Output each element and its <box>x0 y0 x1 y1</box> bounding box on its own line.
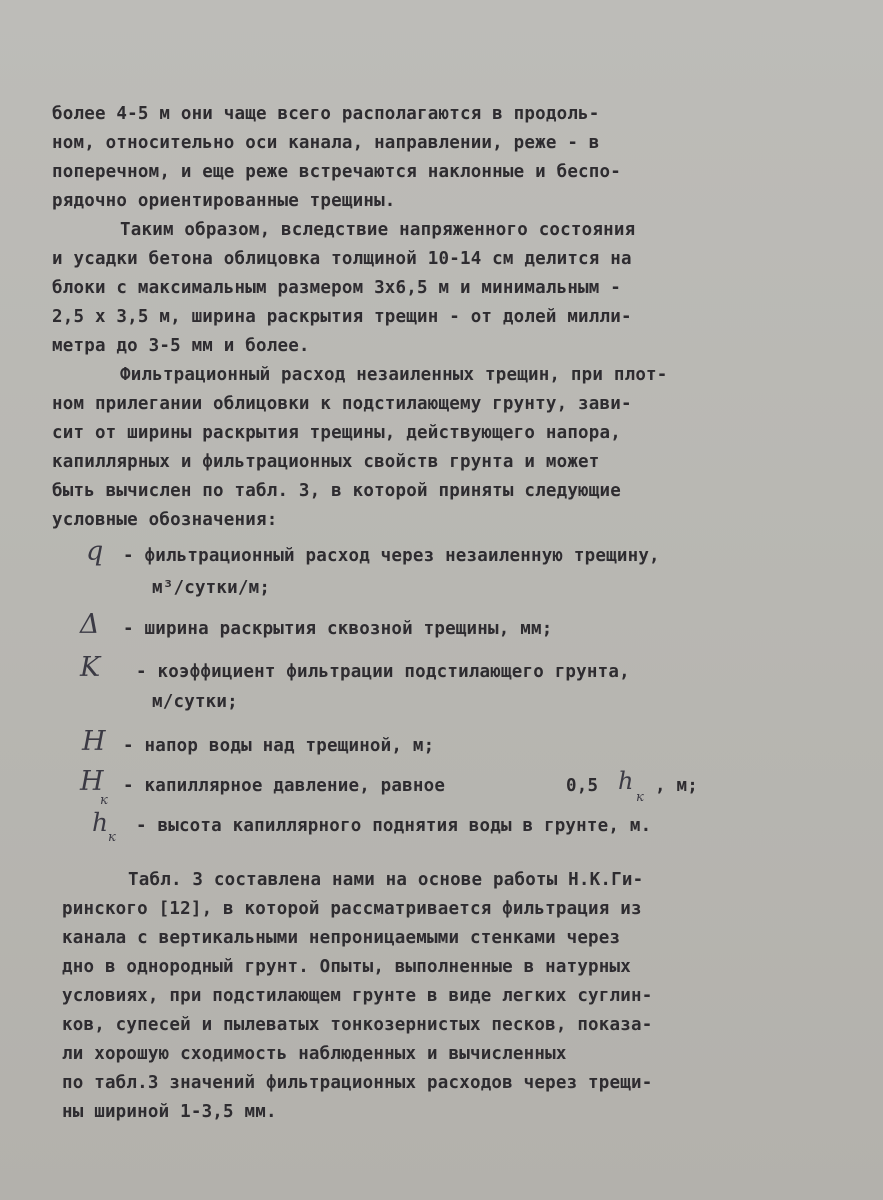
symbol-h: H <box>82 726 106 757</box>
symbol-hk: H <box>80 766 104 797</box>
text-line: рядочно ориентированные трещины. <box>52 191 396 211</box>
subscript: к <box>108 830 116 845</box>
text-line: Фильтрационный расход незаиленных трещин, при плот- <box>120 365 668 385</box>
text-line: ли хорошую сходимость наблюденных и вычисленных <box>62 1044 567 1064</box>
text-line: ном прилегании облицовки к подстилающему грунту, зави- <box>52 394 632 414</box>
text-line: метра до 3-5 мм и более. <box>52 336 310 356</box>
symbol-q: q <box>86 536 104 567</box>
definition-unit: м³/сутки/м; <box>152 578 271 598</box>
text-line: ринского [12], в которой рассматривается фильтрация из <box>62 899 642 919</box>
text-line: быть вычислен по табл. 3, в которой приняты следующие <box>52 481 622 501</box>
subscript: к <box>100 793 108 808</box>
symbol-k: K <box>80 652 101 683</box>
text-line: более 4-5 м они чаще всего располагаются в продоль- <box>52 104 600 124</box>
symbol-small-hk: h <box>92 808 109 837</box>
symbol-small-h: h <box>618 767 634 795</box>
text-line: Табл. 3 составлена нами на основе работы Н.К.Ги- <box>128 870 644 890</box>
text-line: ков, супесей и пылеватых тонкозернистых песков, показа- <box>62 1015 653 1035</box>
definition-text: - высота капиллярного поднятия воды в грунте, м. <box>136 816 652 836</box>
text-line: ном, относительно оси канала, направлении, реже - в <box>52 133 600 153</box>
definition-text: - фильтрационный расход через незаиленную трещину, <box>123 546 660 566</box>
text-line: условные обозначения: <box>52 510 278 530</box>
text-line: Таким образом, вследствие напряженного состояния <box>120 220 636 240</box>
definition-text: - напор воды над трещиной, м; <box>123 736 435 756</box>
text-line: канала с вертикальными непроницаемыми стенками через <box>62 928 621 948</box>
text-line: условиях, при подстилающем грунте в виде легких суглин- <box>62 986 653 1006</box>
definition-value: 0,5 <box>566 776 599 796</box>
text-line: поперечном, и еще реже встречаются наклонные и беспо- <box>52 162 622 182</box>
definition-text: - капиллярное давление, равное <box>123 776 446 796</box>
text-line: дно в однородный грунт. Опыты, выполненные в натурных <box>62 957 632 977</box>
text-line: сит от ширины раскрытия трещины, действующего напора, <box>52 423 622 443</box>
definition-tail: , м; <box>655 776 698 796</box>
text-line: 2,5 х 3,5 м, ширина раскрытия трещин - от долей милли- <box>52 307 632 327</box>
symbol-delta: Δ <box>80 609 100 640</box>
definition-text: - коэффициент фильтрации подстилающего грунта, <box>136 662 630 682</box>
text-line: и усадки бетона облицовка толщиной 10-14 см делится на <box>52 249 632 269</box>
text-line: ны шириной 1-3,5 мм. <box>62 1102 277 1122</box>
subscript: к <box>636 790 644 805</box>
text-line: по табл.3 значений фильтрационных расходов через трещи- <box>62 1073 653 1093</box>
text-line: блоки с максимальным размером 3х6,5 м и минимальным - <box>52 278 622 298</box>
definition-unit: м/сутки; <box>152 692 238 712</box>
definition-text: - ширина раскрытия сквозной трещины, мм; <box>123 619 553 639</box>
text-line: капиллярных и фильтрационных свойств грунта и может <box>52 452 600 472</box>
